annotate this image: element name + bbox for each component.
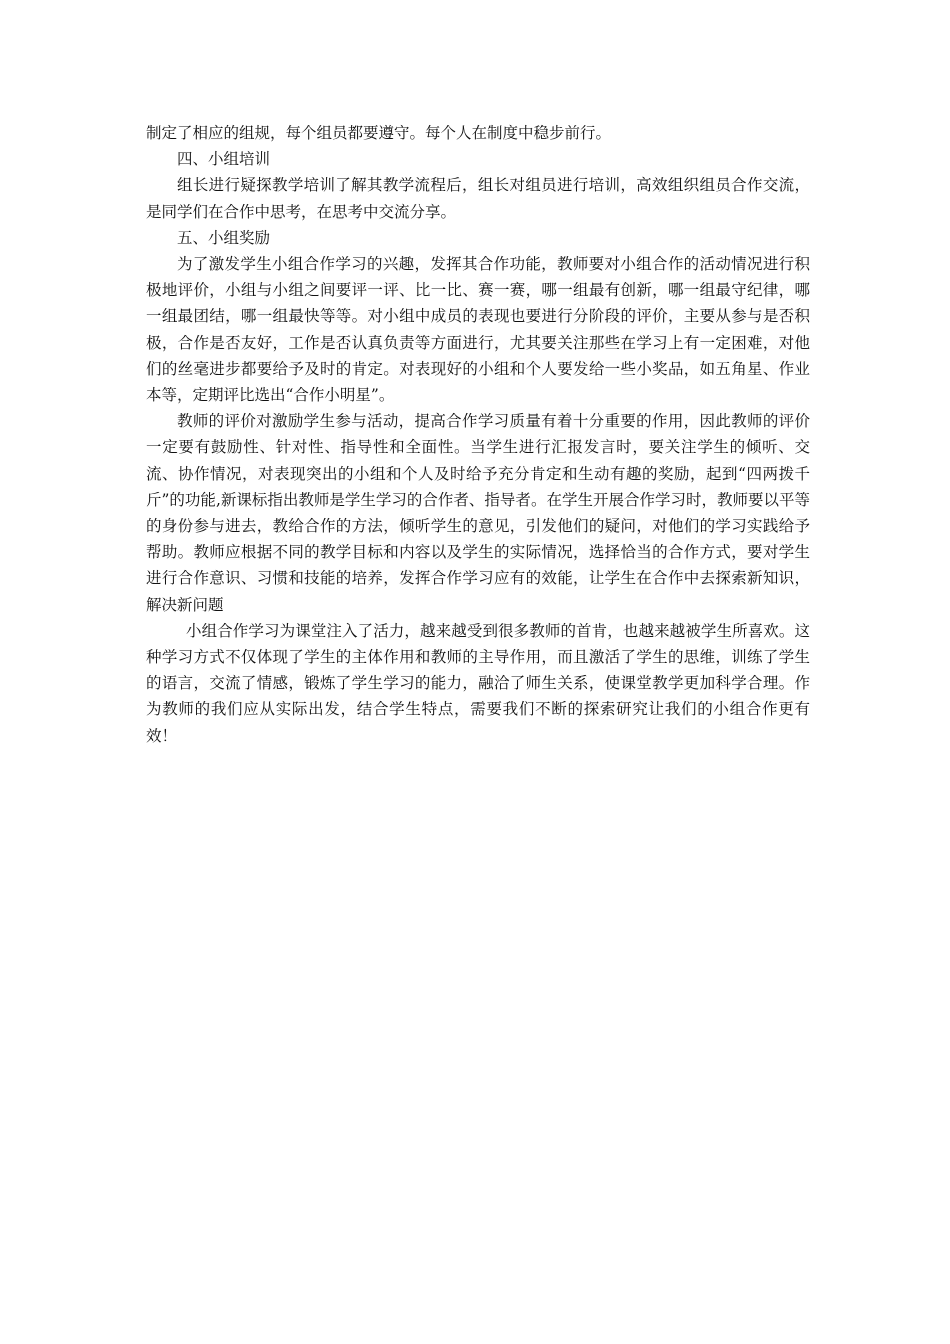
paragraph-rules-continuation: 制定了相应的组规，每个组员都要遵守。每个人在制度中稳步前行。 (146, 124, 612, 142)
paragraph-group-training: 组长进行疑探教学培训了解其教学流程后，组长对组员进行培训，高效组织组员合作交流，是同学们在合作中思考，在思考中交流分享。 (146, 176, 810, 221)
paragraph-teacher-evaluation: 教师的评价对激励学生参与活动，提高合作学习质量有着十分重要的作用，因此教师的评价一定要有鼓励性、针对性、指导性和全面性。当学生进行汇报发言时，要关注学生的倾听、交流、协作情况，对表现突出的小组和个人及时给予充分肯定和生动有趣的奖励，起到“四两拨千斤”的功能,新课标指出教师是学生学习的合作者、指导者。在学生开展合作学习时，教师要以平等的身份参与进去，教给合作的方法，倾听学生的意见，引发他们的疑问，对他们的学习实践给予帮助。教师应根据不同的教学目标和内容以及学生的实际情况，选择恰当的合作方式，要对学生进行合作意识、习惯和技能的培养，发挥合作学习应有的效能，让学生在合作中去探索新知识，解决新问题 (146, 412, 810, 614)
section-heading-group-rewards: 五、小组奖励 (177, 228, 271, 247)
paragraph-conclusion: 小组合作学习为课堂注入了活力，越来越受到很多教师的首肯，也越来越被学生所喜欢。这种学习方式不仅体现了学生的主体作用和教师的主导作用，而且激活了学生的思维，训练了学生的语言，交流了情感，锻炼了学生学习的能力，融洽了师生关系，使课堂教学更加科学合理。作为教师的我们应从实际出发，结合学生特点，需要我们不断的探索研究让我们的小组合作更有效！ (146, 621, 810, 745)
document-body (146, 120, 810, 749)
section-heading-group-training: 四、小组培训 (177, 150, 271, 169)
paragraph-group-rewards: 为了激发学生小组合作学习的兴趣，发挥其合作功能，教师要对小组合作的活动情况进行积极地评价，小组与小组之间要评一评、比一比、赛一赛，哪一组最有创新，哪一组最守纪律，哪一组最团结，哪一组最快等等。对小组中成员的表现也要进行分阶段的评价，主要从参与是否积极，合作是否友好，工作是否认真负责等方面进行，尤其要关注那些在学习上有一定困难，对他们的丝毫进步都要给予及时的肯定。对表现好的小组和个人要发给一些小奖品，如五角星、作业本等，定期评比选出“合作小明星”。 (146, 255, 810, 405)
